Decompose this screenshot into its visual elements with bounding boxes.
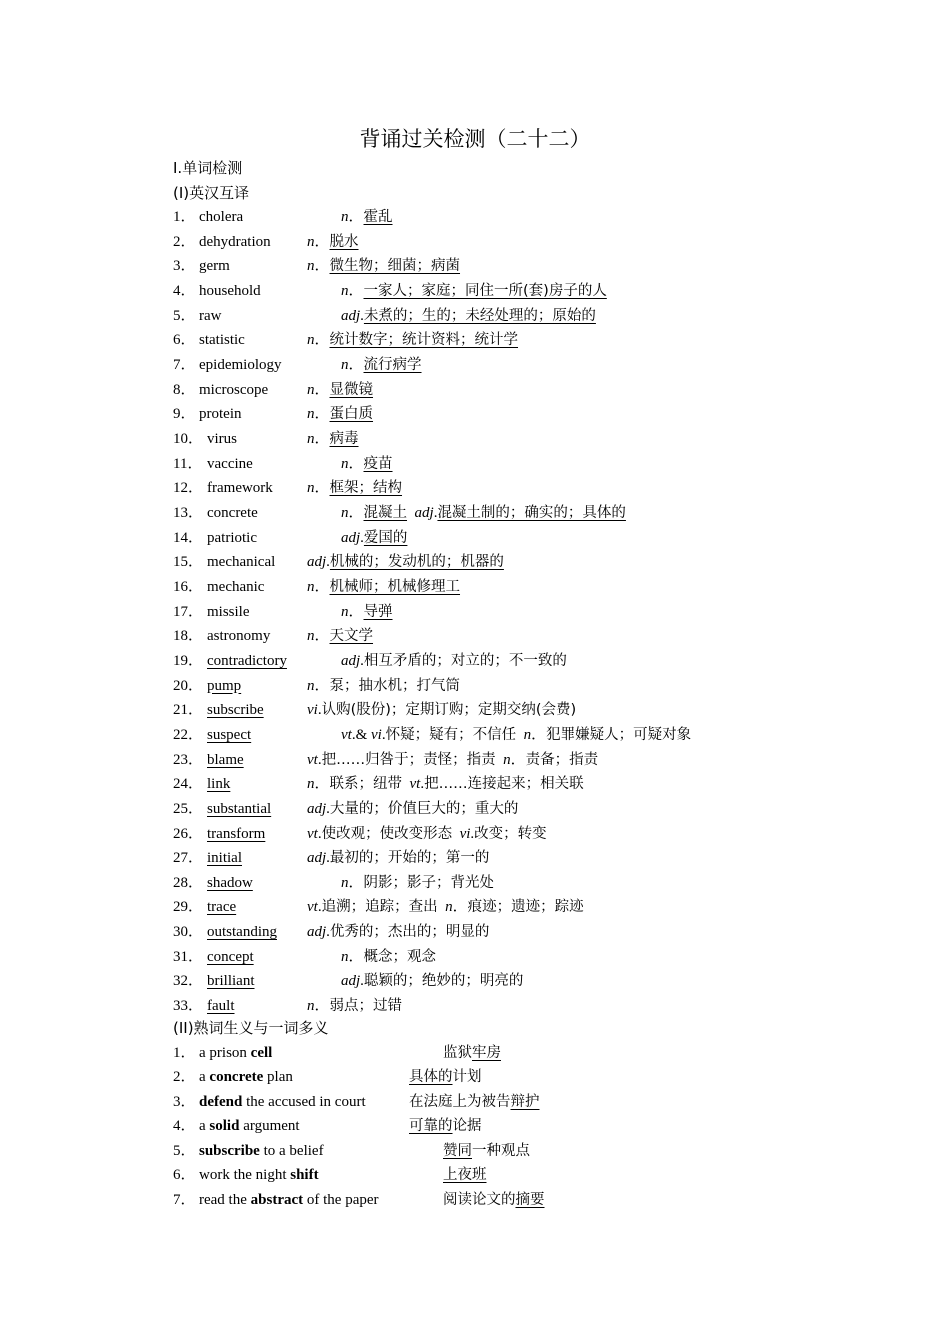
meaning-part: 摘要 (515, 1191, 545, 1208)
meaning-part: 赞同 (443, 1142, 472, 1159)
item-number: 25． (173, 800, 204, 817)
english-word: microscope (199, 381, 269, 398)
definition-part: n (307, 677, 315, 694)
word-definition (341, 502, 626, 524)
definition-part: n (341, 874, 349, 891)
definition-part: n (307, 258, 315, 275)
item-number: 16． (173, 578, 204, 595)
english-word: epidemiology (199, 356, 282, 373)
subsection-heading-polysemy: (II)熟词生义与一词多义 (173, 1018, 329, 1037)
definition-part: 追溯；追踪；查出 (321, 899, 438, 916)
item-number: 32． (173, 973, 204, 990)
definition-part: 机械师；机械修理工 (329, 578, 461, 595)
definition-part: n (341, 209, 349, 225)
item-number: 11． (173, 455, 203, 472)
definition-part: .& (351, 726, 371, 743)
definition-part: ． (510, 751, 526, 768)
english-word: germ (199, 258, 230, 275)
definition-part: . (317, 899, 322, 916)
definition-part: n (307, 480, 315, 497)
item-number: 2． (173, 1069, 196, 1086)
word-definition (341, 724, 691, 746)
definition-part: 把……连接起来；相关联 (424, 776, 584, 793)
definition-part: ． (314, 430, 330, 447)
item-number: 1． (173, 209, 196, 225)
definition-part: . (326, 554, 330, 571)
english-word: framework (207, 480, 273, 497)
chinese-meaning (443, 1189, 545, 1211)
item-number: 22． (173, 726, 204, 743)
word-definition (307, 576, 460, 598)
meaning-part: 辩护 (510, 1093, 540, 1110)
definition-part: . (420, 776, 425, 793)
definition-part: 霍乱 (363, 209, 393, 225)
item-number: 15． (173, 554, 204, 571)
definition-part: n (445, 899, 453, 916)
definition-part: adj (341, 973, 361, 990)
definition-part: adj (341, 307, 361, 324)
definition-part: . (317, 702, 322, 719)
word-definition (341, 970, 523, 992)
definition-part: adj (307, 850, 327, 867)
item-number: 29． (173, 899, 204, 916)
definition-part: ． (314, 233, 330, 250)
phrase-part: plan (263, 1069, 293, 1086)
definition-part: . (326, 800, 330, 817)
chinese-meaning (409, 1115, 482, 1137)
definition-part: adj (341, 652, 361, 669)
definition-part: ． (348, 603, 364, 620)
item-number: 8． (173, 381, 196, 398)
word-definition (341, 206, 393, 228)
definition-part: vt (307, 899, 318, 916)
definition-part (452, 826, 460, 842)
english-phrase (199, 1140, 324, 1162)
item-number: 3． (173, 1093, 196, 1110)
item-number: 5． (173, 307, 196, 324)
definition-part: 流行病学 (363, 356, 422, 373)
word-definition (307, 773, 584, 795)
english-word: raw (199, 307, 222, 324)
word-definition (307, 749, 598, 771)
chinese-meaning (443, 1164, 487, 1186)
item-number: 3． (173, 258, 196, 275)
definition-part: . (326, 924, 330, 941)
item-number: 6． (173, 332, 196, 349)
english-word: concept (207, 948, 254, 965)
english-phrase (199, 1164, 319, 1186)
english-word: suspect (207, 726, 252, 743)
english-word: initial (207, 850, 242, 867)
definition-part: 微生物；细菌；病菌 (329, 258, 461, 275)
definition-part: 显微镜 (329, 381, 374, 398)
english-phrase (199, 1091, 366, 1113)
item-number: 26． (173, 825, 204, 842)
definition-part: 疫苗 (363, 455, 393, 472)
definition-part: . (470, 825, 475, 842)
english-word: outstanding (207, 924, 277, 941)
definition-part: vt (307, 825, 318, 842)
english-word: mechanical (207, 554, 276, 571)
definition-part (496, 752, 504, 768)
item-number: 27． (173, 850, 204, 867)
word-definition (307, 675, 460, 697)
definition-part: 相互矛盾的；对立的；不一致的 (363, 652, 567, 669)
meaning-part: 具体的 (409, 1069, 453, 1086)
definition-part: ． (314, 677, 330, 694)
meaning-part: 可靠的 (409, 1118, 453, 1135)
definition-part: . (360, 973, 364, 990)
chinese-meaning (409, 1091, 540, 1113)
phrase-part: a prison (199, 1044, 251, 1061)
english-word: statistic (199, 332, 245, 349)
definition-part: adj (307, 924, 327, 941)
definition-part: n (307, 578, 315, 595)
word-definition (341, 527, 407, 549)
english-phrase (199, 1189, 379, 1211)
meaning-part: 牢房 (472, 1044, 501, 1061)
item-number: 7． (173, 1191, 196, 1208)
item-number: 7． (173, 356, 196, 373)
english-word: blame (207, 751, 244, 768)
english-word: patriotic (207, 529, 257, 546)
word-definition (307, 255, 460, 277)
definition-part: ． (348, 874, 364, 891)
phrase-part: concrete (209, 1069, 264, 1086)
item-number: 23． (173, 751, 204, 768)
definition-part: 机械的；发动机的；机器的 (329, 554, 504, 571)
definition-part: ． (531, 726, 547, 743)
english-word: concrete (207, 504, 258, 521)
definition-part: 责备；指责 (525, 751, 599, 768)
english-word: trace (207, 899, 237, 916)
definition-part: 混凝土制的；确实的；具体的 (437, 504, 626, 521)
phrase-part: cell (250, 1044, 273, 1061)
word-definition (307, 625, 373, 647)
word-definition (307, 995, 402, 1017)
definition-part: vi (307, 702, 318, 719)
word-definition (341, 453, 393, 475)
meaning-part: 一种观点 (472, 1142, 530, 1159)
english-word: shadow (207, 874, 253, 891)
word-definition (307, 823, 547, 845)
word-definition (341, 305, 596, 327)
definition-part: 使改观；使改变形态 (321, 825, 453, 842)
phrase-part: argument (239, 1118, 300, 1135)
item-number: 19． (173, 652, 204, 669)
item-number: 4． (173, 282, 196, 299)
word-definition (307, 477, 402, 499)
definition-part: adj (341, 529, 361, 546)
subsection-heading-translation: (I)英汉互译 (173, 184, 250, 202)
english-word: link (207, 776, 231, 793)
definition-part: 爱国的 (363, 529, 408, 546)
definition-part: n (341, 455, 349, 472)
english-phrase (199, 1115, 300, 1137)
definition-part: . (360, 652, 364, 669)
phrase-part: subscribe (199, 1142, 260, 1159)
definition-part: vt (341, 726, 352, 743)
meaning-part: 上夜班 (443, 1167, 487, 1184)
page-title: 背诵过关检测（二十二） (359, 127, 591, 151)
word-definition (341, 650, 567, 672)
definition-part: . (317, 825, 322, 842)
phrase-part: to a belief (259, 1142, 324, 1159)
english-word: mechanic (207, 578, 265, 595)
english-word: transform (207, 825, 266, 842)
item-number: 5． (173, 1142, 196, 1159)
word-definition (307, 847, 489, 869)
definition-part: ． (314, 998, 330, 1015)
word-definition (341, 601, 393, 623)
definition-part: ． (314, 258, 330, 275)
definition-part: ． (348, 504, 364, 521)
definition-part: 最初的；开始的；第一的 (329, 850, 490, 867)
item-number: 4． (173, 1118, 196, 1135)
definition-part: ． (314, 332, 330, 349)
word-definition (307, 329, 518, 351)
definition-part: n (307, 776, 315, 793)
english-word: missile (207, 603, 250, 620)
phrase-part: abstract (250, 1191, 304, 1208)
definition-part: 弱点；过错 (329, 998, 403, 1015)
meaning-part: 在法庭上为被告 (409, 1093, 511, 1110)
item-number: 2． (173, 233, 196, 250)
phrase-part: solid (209, 1118, 240, 1135)
english-word: astronomy (207, 628, 271, 645)
definition-part: 认购(股份)；定期订购；定期交纳(会费) (321, 702, 577, 719)
item-number: 9． (173, 406, 196, 423)
definition-part: 泵；抽水机；打气筒 (329, 677, 461, 694)
english-word: cholera (199, 209, 244, 225)
definition-part: n (341, 948, 349, 965)
item-number: 10． (173, 430, 204, 447)
definition-part: 混凝土 (363, 504, 408, 521)
definition-part (402, 776, 410, 792)
definition-part: ． (348, 455, 364, 472)
english-word: substantial (207, 800, 272, 817)
definition-part: . (317, 751, 322, 768)
english-word: vaccine (207, 455, 253, 472)
definition-part: vi (459, 825, 471, 842)
definition-part: 怀疑；疑有；不信任 (385, 726, 517, 743)
definition-part: n (307, 998, 315, 1015)
phrase-part: of the paper (303, 1191, 379, 1208)
definition-part: . (360, 529, 364, 546)
definition-part: 大量的；价值巨大的；重大的 (329, 800, 519, 817)
phrase-part: a (199, 1069, 210, 1086)
definition-part: n (523, 726, 532, 743)
definition-part: adj (307, 554, 327, 571)
english-phrase (199, 1066, 293, 1088)
definition-part: 病毒 (329, 430, 359, 447)
definition-part: n (307, 628, 315, 645)
item-number: 14． (173, 529, 204, 546)
definition-part: ． (348, 948, 364, 965)
definition-part: 改变；转变 (474, 825, 547, 842)
definition-part: 蛋白质 (329, 406, 374, 423)
definition-part: adj (414, 504, 434, 521)
definition-part: vt (409, 776, 421, 793)
english-word: protein (199, 406, 242, 423)
definition-part: ． (314, 480, 330, 497)
meaning-part: 监狱 (443, 1044, 472, 1061)
definition-part: 一家人；家庭；同住一所(套)房子的人 (363, 282, 607, 299)
definition-part: n (341, 603, 349, 620)
definition-part: vi (371, 726, 382, 743)
item-number: 33． (173, 998, 204, 1015)
definition-part: 脱水 (329, 233, 359, 250)
word-definition (341, 946, 436, 968)
english-word: household (199, 282, 261, 299)
item-number: 18． (173, 628, 204, 645)
definition-part: n (307, 381, 315, 398)
definition-part: ． (348, 356, 364, 373)
definition-part: 天文学 (329, 628, 374, 645)
definition-part: . (326, 850, 330, 867)
definition-part: vt (307, 751, 318, 768)
definition-part: ． (348, 282, 364, 299)
definition-part: n (307, 233, 315, 250)
phrase-part: work the night (199, 1167, 291, 1184)
word-definition (307, 896, 584, 918)
english-word: contradictory (207, 652, 287, 669)
chinese-meaning (409, 1066, 482, 1088)
definition-part: n (307, 430, 315, 447)
definition-part: 框架；结构 (329, 480, 403, 497)
definition-part (438, 899, 446, 915)
definition-part: ． (314, 578, 330, 595)
definition-part: n (341, 282, 349, 299)
definition-part: adj (307, 800, 327, 817)
item-number: 30． (173, 924, 204, 941)
definition-part: ． (314, 776, 330, 793)
item-number: 6． (173, 1167, 196, 1184)
definition-part (516, 727, 524, 743)
definition-part: 统计数字；统计资料；统计学 (329, 332, 519, 349)
definition-part: ． (452, 899, 468, 916)
word-definition (307, 428, 359, 450)
phrase-part: read the (199, 1191, 251, 1208)
definition-part: n (307, 406, 315, 423)
definition-part: 未煮的；生的；未经处理的；原始的 (363, 307, 596, 324)
section-heading-word-test: I.单词检测 (173, 159, 243, 177)
definition-part: 痕迹；遗迹；踪迹 (467, 899, 584, 916)
definition-part: ． (314, 381, 330, 398)
english-phrase (199, 1042, 272, 1064)
item-number: 20． (173, 677, 204, 694)
word-definition (341, 872, 494, 894)
definition-part: n (307, 332, 315, 349)
item-number: 28． (173, 874, 204, 891)
definition-part: 聪颖的；绝妙的；明亮的 (363, 973, 524, 990)
definition-part: . (433, 504, 438, 521)
item-number: 17． (173, 603, 204, 620)
definition-part: 把……归咎于；责怪；指责 (321, 751, 496, 768)
definition-part: n (341, 356, 349, 373)
definition-part: 联系；纽带 (329, 776, 403, 793)
definition-part: ． (314, 628, 330, 645)
item-number: 24． (173, 776, 204, 793)
meaning-part: 计划 (452, 1069, 482, 1086)
word-definition (341, 354, 422, 376)
definition-part: ． (348, 209, 364, 225)
chinese-meaning (443, 1042, 501, 1064)
item-number: 31． (173, 948, 204, 965)
phrase-part: the accused in court (242, 1093, 366, 1110)
definition-part: . (381, 726, 386, 743)
definition-part: ． (314, 406, 330, 423)
definition-part (407, 505, 415, 521)
english-word: virus (207, 430, 237, 447)
word-definition (307, 798, 518, 820)
word-definition (307, 699, 576, 721)
word-definition (307, 921, 489, 943)
meaning-part: 论据 (452, 1118, 482, 1135)
definition-part: 优秀的；杰出的；明显的 (329, 924, 490, 941)
english-word: pump (207, 677, 242, 694)
item-number: 21． (173, 702, 204, 719)
item-number: 1． (173, 1044, 196, 1061)
english-word: subscribe (207, 702, 264, 719)
definition-part: . (360, 307, 364, 324)
english-word: brilliant (207, 973, 255, 990)
definition-part: 导弹 (363, 603, 393, 620)
meaning-part: 阅读论文的 (443, 1191, 516, 1208)
word-definition (307, 379, 373, 401)
word-definition (341, 280, 607, 302)
definition-part: n (503, 751, 511, 768)
word-definition (307, 231, 359, 253)
english-word: dehydration (199, 233, 271, 250)
chinese-meaning (443, 1140, 530, 1162)
word-definition (307, 403, 373, 425)
phrase-part: a (199, 1118, 210, 1135)
definition-part: 犯罪嫌疑人；可疑对象 (546, 726, 692, 743)
definition-part: 概念；观念 (363, 948, 437, 965)
phrase-part: defend (199, 1093, 243, 1110)
english-word: fault (207, 998, 235, 1015)
item-number: 13． (173, 504, 204, 521)
item-number: 12． (173, 480, 204, 497)
word-definition (307, 551, 504, 573)
definition-part: 阴影；影子；背光处 (363, 874, 495, 891)
phrase-part: shift (290, 1167, 319, 1184)
definition-part: n (341, 504, 349, 521)
